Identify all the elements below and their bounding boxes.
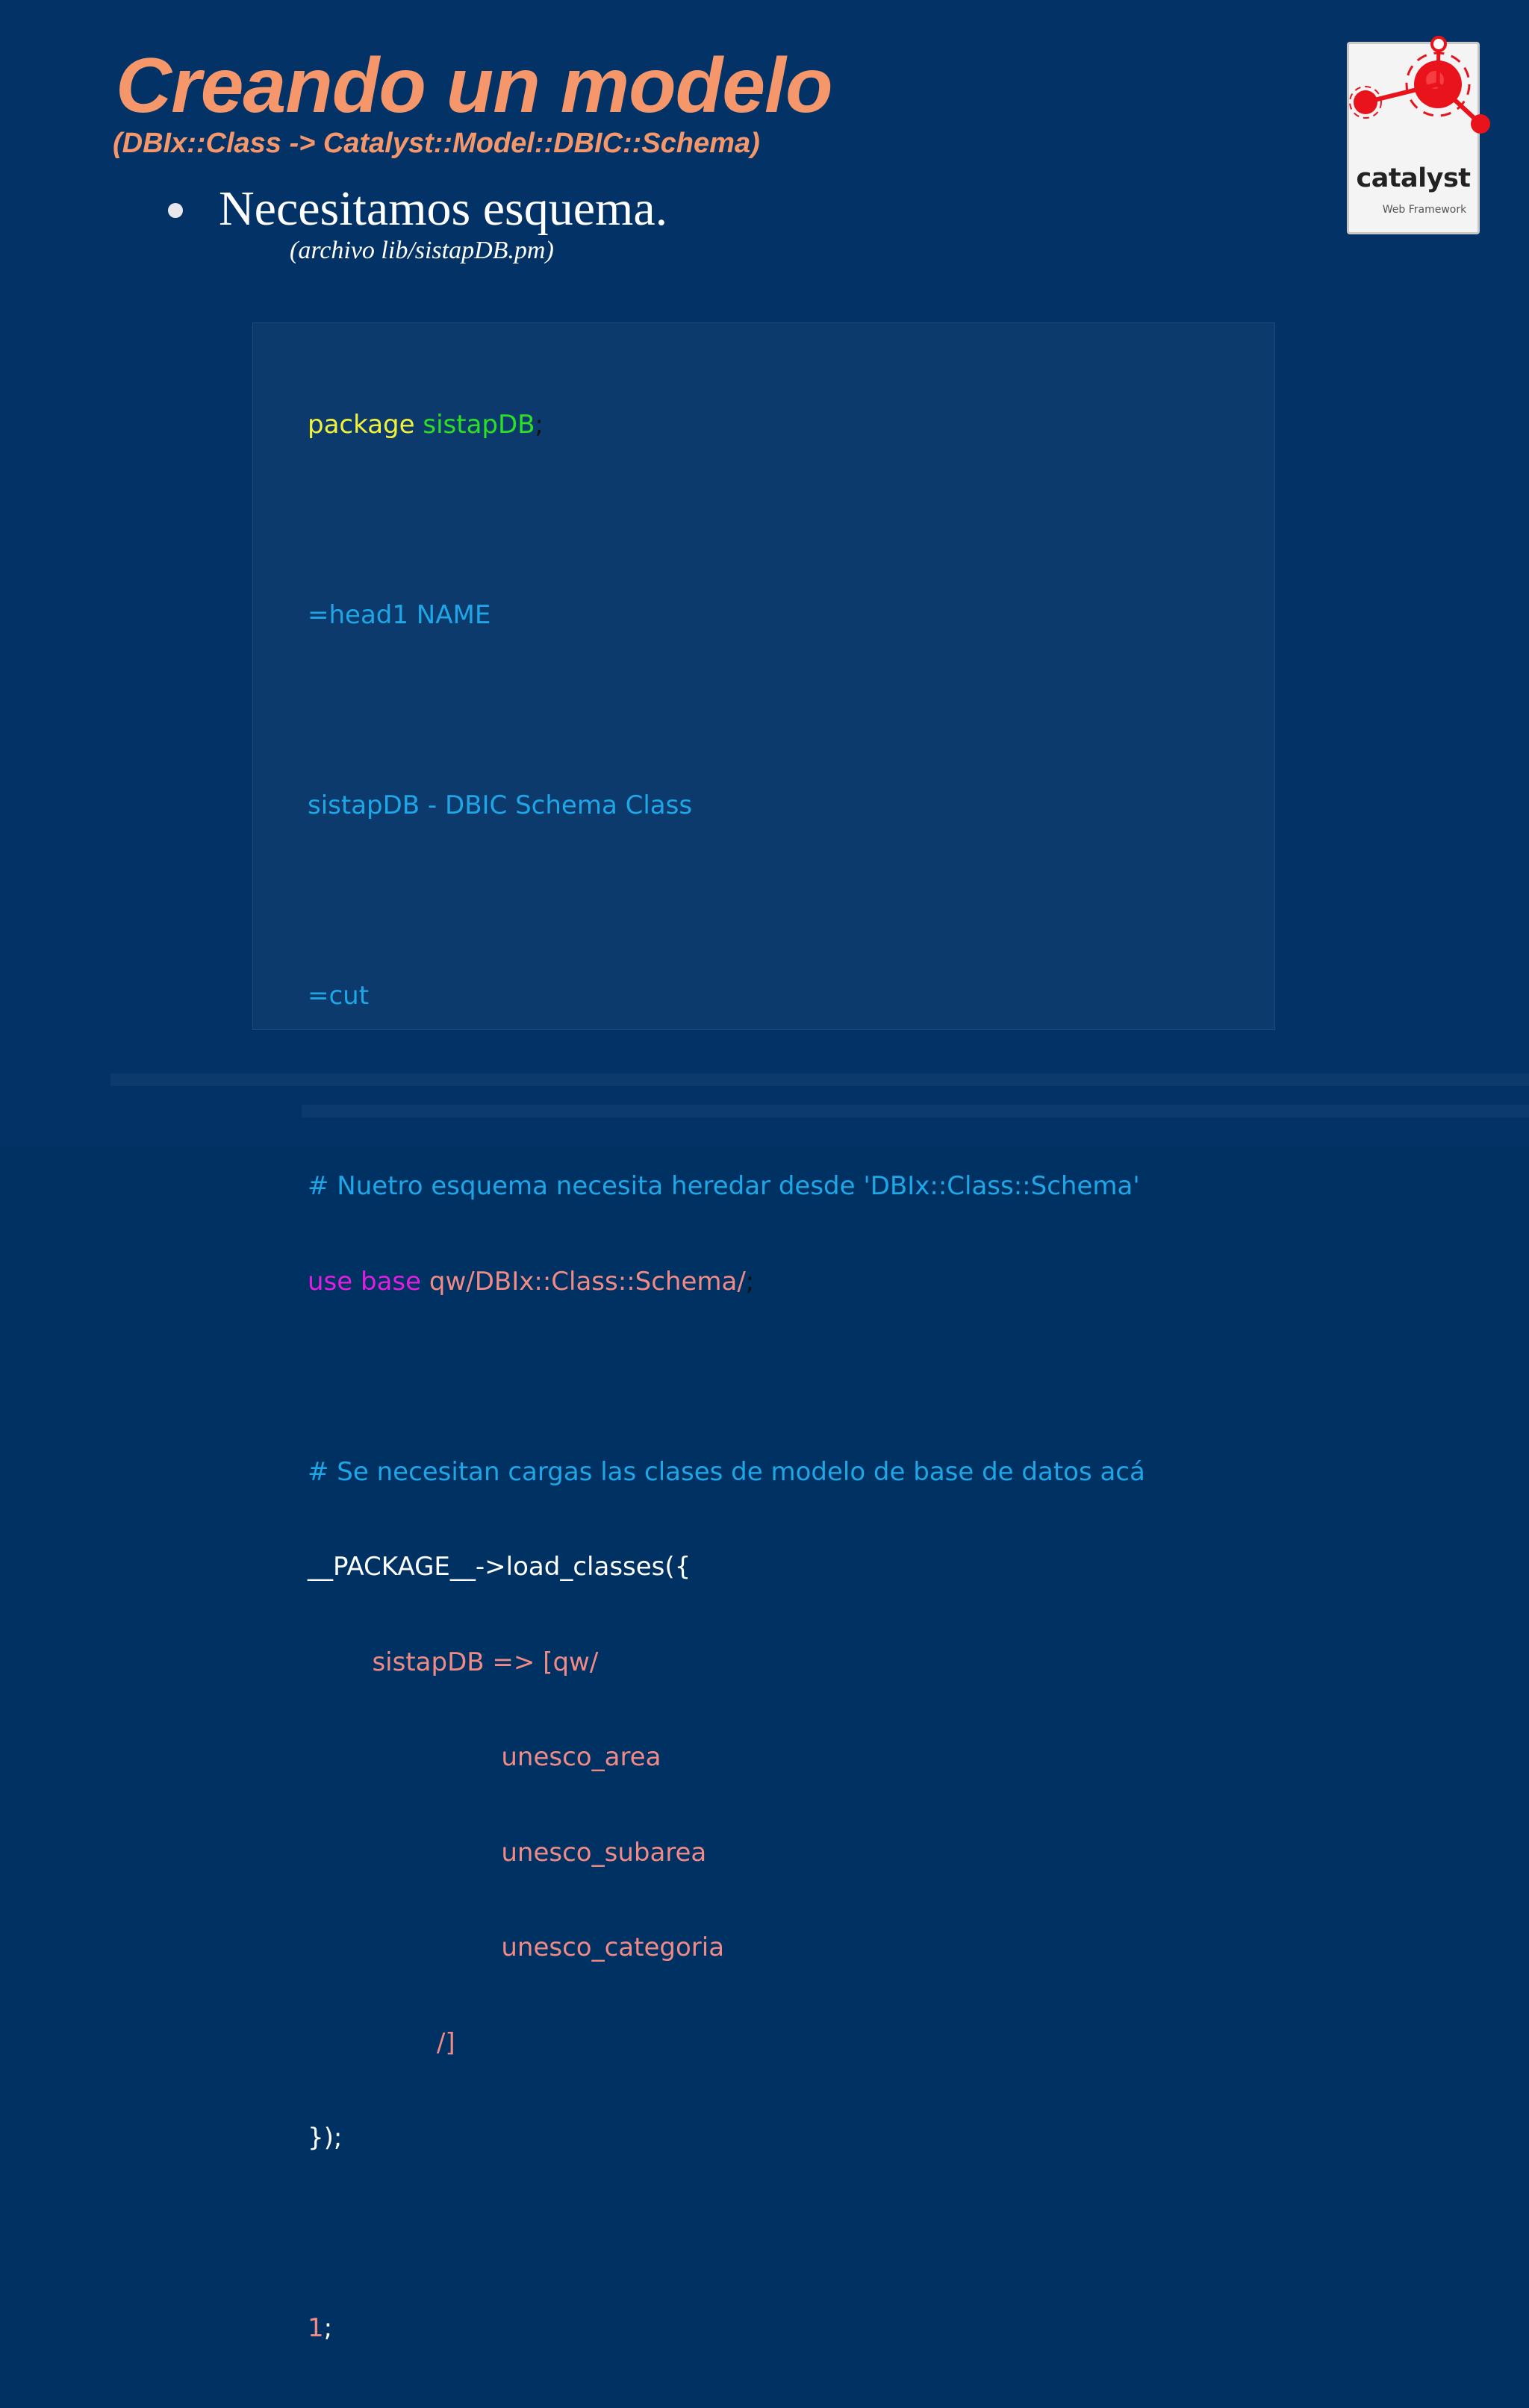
- code-number: 1: [308, 2313, 324, 2343]
- code-package-name: sistapDB: [423, 410, 535, 440]
- slide-title: Creando un modelo: [116, 43, 832, 129]
- code-keyword: use: [308, 1266, 353, 1297]
- code-line-10: [308, 1266, 1145, 1298]
- footer-bar-top: [110, 1073, 1529, 1086]
- code-line-18: /]: [308, 2027, 455, 2058]
- bullet-note: (archivo lib/sistapDB.pm): [290, 237, 554, 264]
- code-line-15: unesco_area: [308, 1742, 661, 1772]
- code-line-17: unesco_categoria: [308, 1933, 725, 1962]
- code-line-19: });: [308, 2123, 343, 2153]
- catalyst-logo-icon: [1334, 29, 1498, 178]
- code-semicolon: ;: [745, 1266, 755, 1297]
- code-space: [421, 1267, 429, 1297]
- bullet-item: [168, 179, 667, 239]
- slide-subtitle: (DBIx::Class -> Catalyst::Model::DBIC::Schema): [113, 128, 760, 159]
- code-keyword: base: [361, 1266, 422, 1297]
- code-line-blank: [308, 505, 1145, 537]
- code-line-7: =cut: [308, 981, 370, 1011]
- logo-tagline: Web Framework: [1382, 204, 1467, 216]
- code-comment-2: # Se necesitan cargas las clases de modelo de base de datos acá: [308, 1456, 1145, 1487]
- code-semicolon: ;: [323, 2313, 333, 2343]
- code-comment-1: # Nuetro esquema necesita heredar desde 'DBIx::Class::Schema': [308, 1171, 1140, 1201]
- code-line-1: [308, 409, 1145, 441]
- bullet-icon: [168, 203, 183, 218]
- code-keyword: package: [308, 410, 415, 440]
- catalyst-logo: [1347, 42, 1480, 234]
- code-space: [352, 1267, 361, 1297]
- footer-bar-bottom: [302, 1105, 1529, 1117]
- code-block: [252, 322, 1275, 2343]
- logo-wordmark: catalyst: [1356, 163, 1471, 193]
- code-line-blank: [308, 695, 1145, 727]
- code-line-3: =head1 NAME: [308, 600, 491, 630]
- code-line-21: [308, 2312, 1145, 2345]
- code-line-blank: [308, 1361, 1145, 1393]
- code-string: qw/DBIx::Class::Schema/: [429, 1266, 746, 1297]
- code-line-13: __PACKAGE__->load_classes({: [308, 1552, 691, 1582]
- bullet-text: Necesitamos esquema.: [219, 181, 668, 236]
- code-line-5: sistapDB - DBIC Schema Class: [308, 790, 693, 820]
- code-semicolon: ;: [535, 410, 544, 440]
- code-line-blank: [308, 2218, 1145, 2250]
- code-line-16: unesco_subarea: [308, 1837, 707, 1868]
- code-line-blank: [308, 885, 1145, 917]
- code-text: [308, 346, 1145, 2408]
- code-line-14: sistapDB => [qw/: [308, 1647, 599, 1677]
- code-space: [415, 410, 423, 440]
